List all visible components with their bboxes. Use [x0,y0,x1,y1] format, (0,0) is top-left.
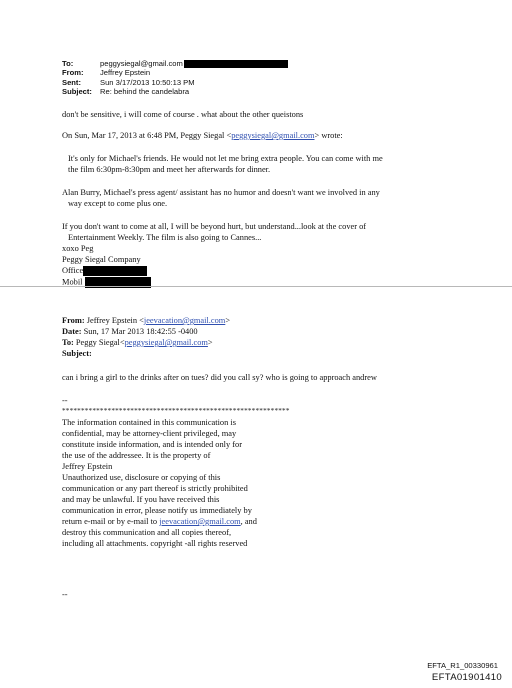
disclaimer-line: Unauthorized use, disclosure or copying of this [62,473,221,482]
quoted-para1-line2: the film 6:30pm-8:30pm and meet her afterwards for dinner. [68,165,271,174]
quoted-para3-line1: If you don't want to come at all, I will be beyond hurt, but understand...look at the cover of [62,222,367,231]
disclaimer-line: communication in error, please notify us immediately by [62,506,252,515]
disclaimer-dashes: -- [62,396,68,405]
email-link[interactable]: peggysiegal@gmail.com [124,338,208,347]
disclaimer-line: return e-mail or by e-mail to jeevacation@gmail.com, and [62,517,257,526]
disclaimer-stars: ************************************************************ [62,407,290,415]
disclaimer-line: communication or any part thereof is strictly prohibited [62,484,248,493]
bates-number-large: EFTA01901410 [431,672,502,683]
end-dashes: -- [62,590,68,599]
disclaimer-line: constitute inside information, and is intended only for [62,440,243,449]
subject-value: Re: behind the candelabra [100,87,190,97]
sent-value: Sun 3/17/2013 10:50:13 PM [100,77,195,87]
disclaimer-line: confidential, may be attorney-client privileged, may [62,429,237,438]
to-value: peggysiegal@gmail.com [100,59,288,68]
sent-label: Sent: [62,77,81,87]
email-link[interactable]: jeevacation@gmail.com [143,316,226,325]
original-subject: Subject: [62,349,92,358]
email-header [62,59,288,97]
original-body: can i bring a girl to the drinks after on tues? did you call sy? who is going to approach andrew [62,373,377,382]
disclaimer-line: destroy this communication and all copies thereof, [62,528,232,537]
signature-mobile: Mobil [62,277,151,288]
redaction-box [83,266,147,276]
reply-body: don't be sensitive, i will come of course . what about the other queistons [62,110,304,119]
email-link[interactable]: peggysiegal@gmail.com [231,131,315,140]
section-divider [0,286,512,287]
quoted-para2-line1: Alan Burry, Michael's press agent/ assistant has no humor and doesn't want we involved in any [62,188,380,197]
email-link[interactable]: jeevacation@gmail.com [159,517,241,526]
signature-line2: Peggy Siegal Company [62,255,141,264]
quoted-para1-line1: It's only for Michael's friends. He would not let me bring extra people. You can come with me [68,154,383,163]
from-value: Jeffrey Epstein [100,68,151,78]
signature-line1: xoxo Peg [62,244,94,253]
disclaimer-line: Jeffrey Epstein [62,462,113,471]
redaction-box [184,60,288,68]
quoted-para3-line2: Entertainment Weekly. The film is also going to Cannes... [68,233,262,242]
original-from: From: Jeffrey Epstein <jeevacation@gmail.com> [62,316,231,325]
bates-number-small: EFTA_R1_00330961 [427,661,498,670]
original-date: Date: Sun, 17 Mar 2013 18:42:55 -0400 [62,327,198,336]
disclaimer-line: including all attachments. copyright -all rights reserved [62,539,248,548]
subject-label: Subject: [62,87,92,97]
quoted-intro: On Sun, Mar 17, 2013 at 6:48 PM, Peggy Siegal <peggysiegal@gmail.com> wrote: [62,131,343,140]
disclaimer-line: and may be unlawful. If you have received this [62,495,220,504]
quoted-para2-line2: way except to come plus one. [68,199,168,208]
from-label: From: [62,68,84,78]
to-label: To: [62,59,74,68]
signature-office: Office [62,266,147,277]
disclaimer-line: the use of the addressee. It is the property of [62,451,211,460]
disclaimer-line: The information contained in this communication is [62,418,236,427]
original-to: To: Peggy Siegal<peggysiegal@gmail.com> [62,338,213,347]
